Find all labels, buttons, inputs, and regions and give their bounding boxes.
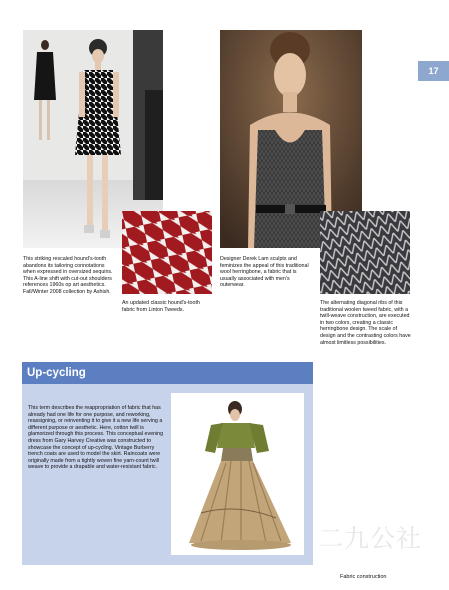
houndstooth-dress-caption: This striking rescaled hound's-tooth abandons its tailoring connotations when expressed in oversized sequins. This A-line shift with cut-out shoulders references 1960s op art aesthetics. Fall/Winter 2008 collection by Ashish.: [23, 256, 113, 295]
page-number-tab: 17: [418, 61, 449, 81]
herringbone-fabric-photo: [320, 211, 410, 294]
derek-lam-caption: Designer Derek Lam sculpts and feminizes the appeal of this traditional wool herringbone, a fabric that is usually associated with men's outerwear.: [220, 256, 309, 289]
houndstooth-fabric-photo: [122, 211, 212, 294]
herringbone-fabric-caption: The alternating diagonal ribs of this traditional woolen tweed fabric, with a twill-weave construction, are executed in two colors, creating a classic herringbone design. The scale of design and the contrasting colors have almost limitless possibilities.: [320, 300, 411, 346]
upcycled-dress-photo: [171, 393, 304, 555]
upcycling-title: Up-cycling: [27, 367, 86, 379]
upcycling-body: This term describes the reappropriation of fabric that has already had one life for one purpose, and reworking, reassigning, or reinventing it to give it a new life serving a different purpose or aesthetic. Here, cotton twill is glamorized through this process. This conceptual evening dress from Gary Harvey Creative was constructed to showcase the concept of up-cycling. Vintage Burberry trench coats are used to model the skirt. Raincoats were originally made from a tightly woven fine yarn-count twill weave to provide a drapable and water-resistant fabric.: [28, 405, 164, 471]
watermark: 二九公社: [318, 524, 423, 553]
footer-section-title: Fabric construction: [340, 574, 387, 580]
houndstooth-fabric-caption: An updated classic hound's-tooth fabric from Linton Tweeds.: [122, 300, 200, 313]
